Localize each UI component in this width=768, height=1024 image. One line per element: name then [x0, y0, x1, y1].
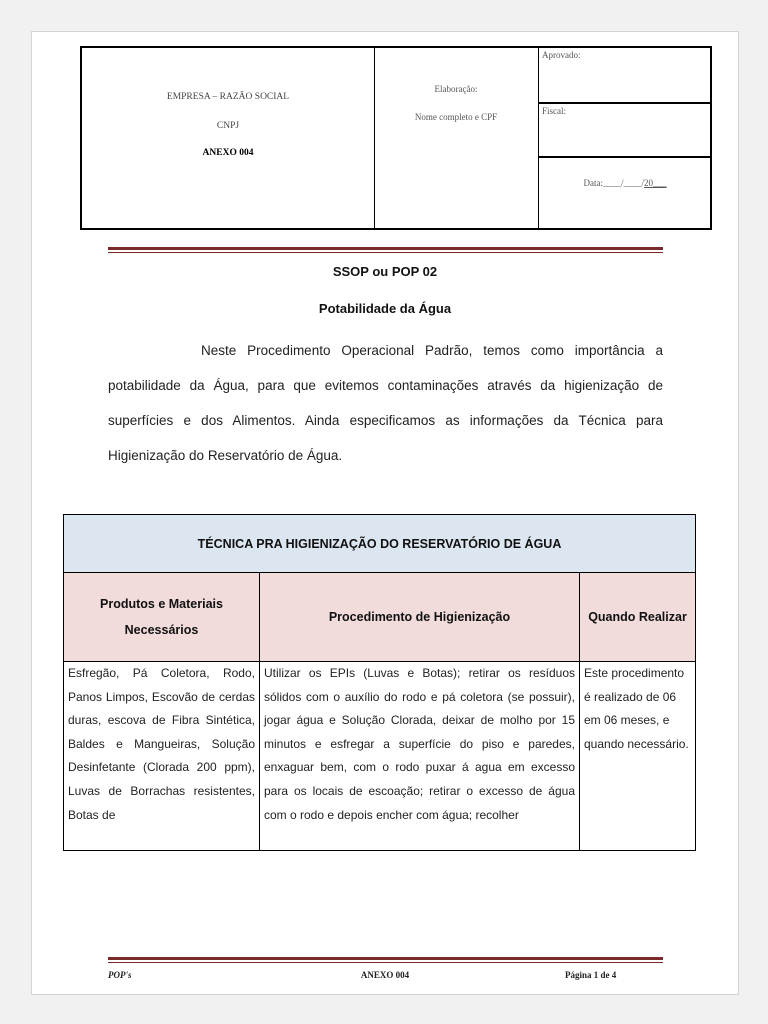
company-name: EMPRESA – RAZÃO SOCIAL — [166, 92, 290, 102]
header-block — [80, 46, 712, 230]
fiscal-box — [538, 103, 712, 157]
document-page — [31, 31, 739, 995]
date-label: Data: — [583, 178, 603, 188]
footer-page-number: Página 1 de 4 — [565, 970, 617, 980]
date-box — [538, 157, 712, 228]
annex-label: ANEXO 004 — [202, 148, 254, 158]
header-procedure: Procedimento de Higienização — [260, 573, 580, 662]
document-subtitle: Potabilidade da Água — [318, 301, 452, 316]
footer-center: ANEXO 004 — [360, 970, 410, 980]
cell-procedure: Utilizar os EPIs (Luvas e Botas); retirar os resíduos sólidos com o auxílio do rodo e pá coletora (se possuir), jogar água e Solução Clorada, deixar de molho por 15 minutos e esfregar a superfície do piso e paredes, enxaguar bem, com o rodo puxar á agua em excesso para os locais de escoação; retirar o excesso de água com o rodo e depois encher com água; recolher — [260, 662, 580, 851]
intro-paragraph: Neste Procedimento Operacional Padrão, temos como importância a potabilidade da Água, para que evitemos contaminações através da higienização de superfícies e dos Alimentos. Ainda especificamos as informações da Técnica para Higienização do Reservatório de Água. — [108, 343, 663, 463]
document-title: SSOP ou POP 02 — [332, 264, 438, 279]
header-divider-thick — [108, 247, 663, 250]
header-divider-thin — [108, 252, 663, 253]
header-materials: Produtos e Materiais Necessários — [64, 573, 260, 662]
date-sep-2: / — [641, 178, 645, 188]
approved-label: Aprovado: — [542, 50, 581, 60]
table-caption: TÉCNICA PRA HIGIENIZAÇÃO DO RESERVATÓRIO DE ÁGUA — [64, 515, 696, 573]
footer-divider-thin — [108, 962, 663, 963]
cell-materials: Esfregão, Pá Coletora, Rodo, Panos Limpos, Escovão de cerdas duras, escova de Fibra Sintética, Baldes e Mangueiras, Solução Desinfetante (Clorada 200 ppm), Luvas de Borrachas resistentes, Botas de — [64, 662, 260, 851]
approval-column — [538, 48, 710, 228]
date-day-blank: ____ — [602, 178, 621, 188]
fiscal-label: Fiscal: — [542, 106, 566, 116]
elaboration-label: Elaboração: — [434, 84, 478, 94]
header-when: Quando Realizar — [580, 573, 696, 662]
date-year: 20___ — [644, 178, 667, 188]
footer-left: POP's — [108, 970, 132, 980]
company-cell — [82, 48, 375, 228]
elaboration-value: Nome completo e CPF — [414, 112, 498, 122]
elaboration-cell — [374, 48, 539, 228]
date-month-blank: ____ — [623, 178, 642, 188]
approved-box — [538, 48, 712, 103]
cell-when: Este procedimento é realizado de 06 em 06 meses, e quando necessário. — [580, 662, 696, 851]
footer-divider-thick — [108, 957, 663, 960]
date-sep-1: / — [620, 178, 624, 188]
technique-table — [63, 514, 696, 851]
cnpj-label: CNPJ — [216, 121, 240, 131]
